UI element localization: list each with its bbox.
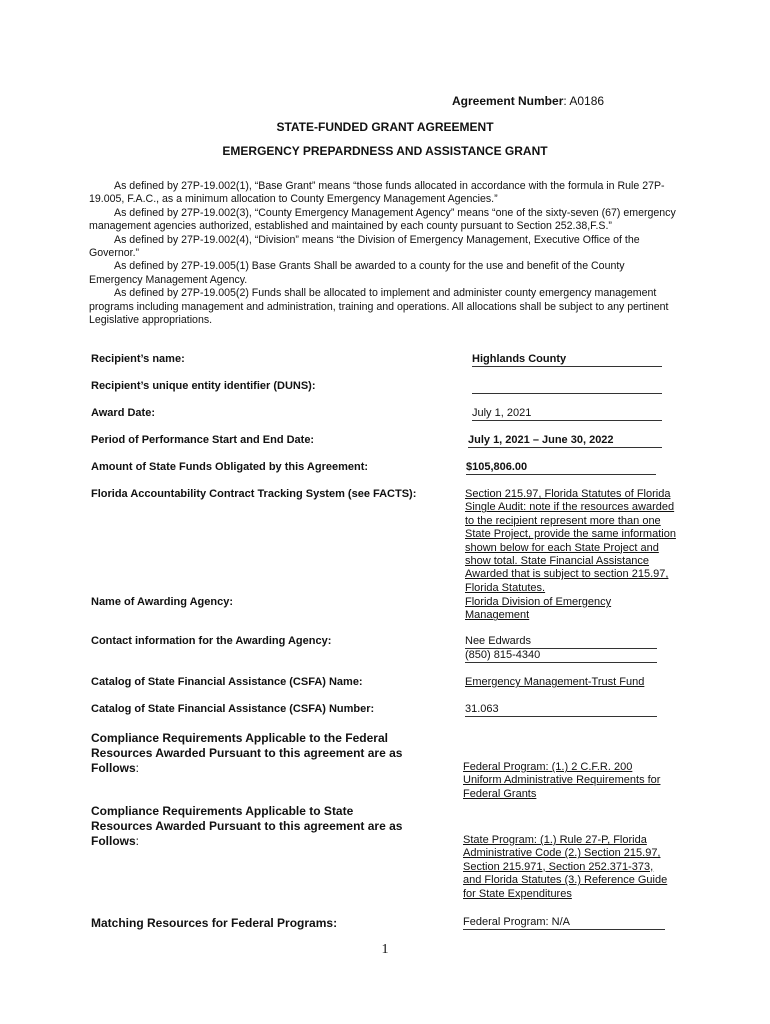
amount-value: $105,806.00 [466,461,656,475]
document-title: STATE-FUNDED GRANT AGREEMENT [276,120,494,134]
csfa-name-label: Catalog of State Financial Assistance (CSFA) Name: [91,676,363,688]
facts-value: Section 215.97, Florida Statutes of Florida Single Audit: note if the resources awarded to the recipient represent more than one State Project, provide the same information shown below for each State Project and show total. State Financial Assistance Awarded that is subject to section 215.97, Florida Statutes. [465,488,676,594]
agreement-number-value: : A0186 [563,94,605,108]
csfa-number-value: 31.063 [465,703,657,717]
contact-label: Contact information for the Awarding Agency: [91,635,332,647]
recipient-name-value: Highlands County [472,353,662,367]
contact-name: Nee Edwards [465,635,657,649]
page-number: 1 [381,942,389,957]
document-subtitle: EMERGENCY PREPARDNESS AND ASSISTANCE GRANT [222,144,548,158]
award-date-value: July 1, 2021 [472,407,662,421]
definition-paragraph: As defined by 27P-19.002(1), “Base Grant” means “those funds allocated in accordance with the formula in Rule 27P-19.005, F.A.C., as a minimum allocation to County Emergency Management Agencies.” [89,180,665,206]
state-compliance-heading [91,804,411,849]
agreement-number [452,94,604,108]
agreement-number-label: Agreement Number [452,94,564,108]
colon: : [135,834,140,848]
definitions-section [89,180,681,327]
amount-label: Amount of State Funds Obligated by this Agreement: [91,461,369,473]
csfa-name-value: Emergency Management-Trust Fund [465,676,645,688]
awarding-agency-label: Name of Awarding Agency: [91,596,234,608]
recipient-name-label: Recipient’s name: [91,353,185,365]
period-value: July 1, 2021 – June 30, 2022 [468,434,662,448]
contact-phone: (850) 815-4340 [465,649,657,663]
federal-compliance-value: Federal Program: (1.) 2 C.F.R. 200 Uniform Administrative Requirements for Federal Grants [463,761,661,800]
matching-label: Matching Resources for Federal Programs: [91,916,338,930]
federal-compliance-text: Compliance Requirements Applicable to the Federal Resources Awarded Pursuant to this agreement are as Follows [91,731,403,775]
csfa-number-label: Catalog of State Financial Assistance (CSFA) Number: [91,703,375,715]
facts-label: Florida Accountability Contract Tracking System (see FACTS): [91,488,417,500]
duns-value [472,380,662,394]
matching-value: Federal Program: N/A [463,916,665,930]
state-compliance-value: State Program: (1.) Rule 27-P, Florida Administrative Code (2.) Section 215.97, Section 215.971, Section 252.371-373, and Florida Statutes (3.) Reference Guide for State Expenditures [463,834,668,900]
period-label: Period of Performance Start and End Date: [91,434,315,446]
awarding-agency-value: Florida Division of Emergency Management [465,596,612,622]
duns-label: Recipient’s unique entity identifier (DUNS): [91,380,316,392]
federal-compliance-heading [91,731,411,776]
state-compliance-text: Compliance Requirements Applicable to State Resources Awarded Pursuant to this agreement are as Follows [91,804,403,848]
award-date-label: Award Date: [91,407,155,419]
definition-paragraph: As defined by 27P-19.002(3), “County Emergency Management Agency” means “one of the sixty-seven (67) emergency management agencies authorized, established and maintained by each county pursuant to Section 252.38,F.S.” [89,206,676,233]
definition-paragraph: As defined by 27P-19.005(1) Base Grants Shall be awarded to a county for the use and benefit of the County Emergency Management Agency. [89,260,625,286]
definition-paragraph: As defined by 27P-19.005(2) Funds shall be allocated to implement and administer county emergency management programs including management and administration, training and operations. All allocations shall be subject to any pertinent Legislative appropriations. [89,287,669,327]
colon: : [135,761,140,775]
definition-paragraph: As defined by 27P-19.002(4), “Division” means “the Division of Emergency Management, Executive Office of the Governor.” [89,233,640,260]
